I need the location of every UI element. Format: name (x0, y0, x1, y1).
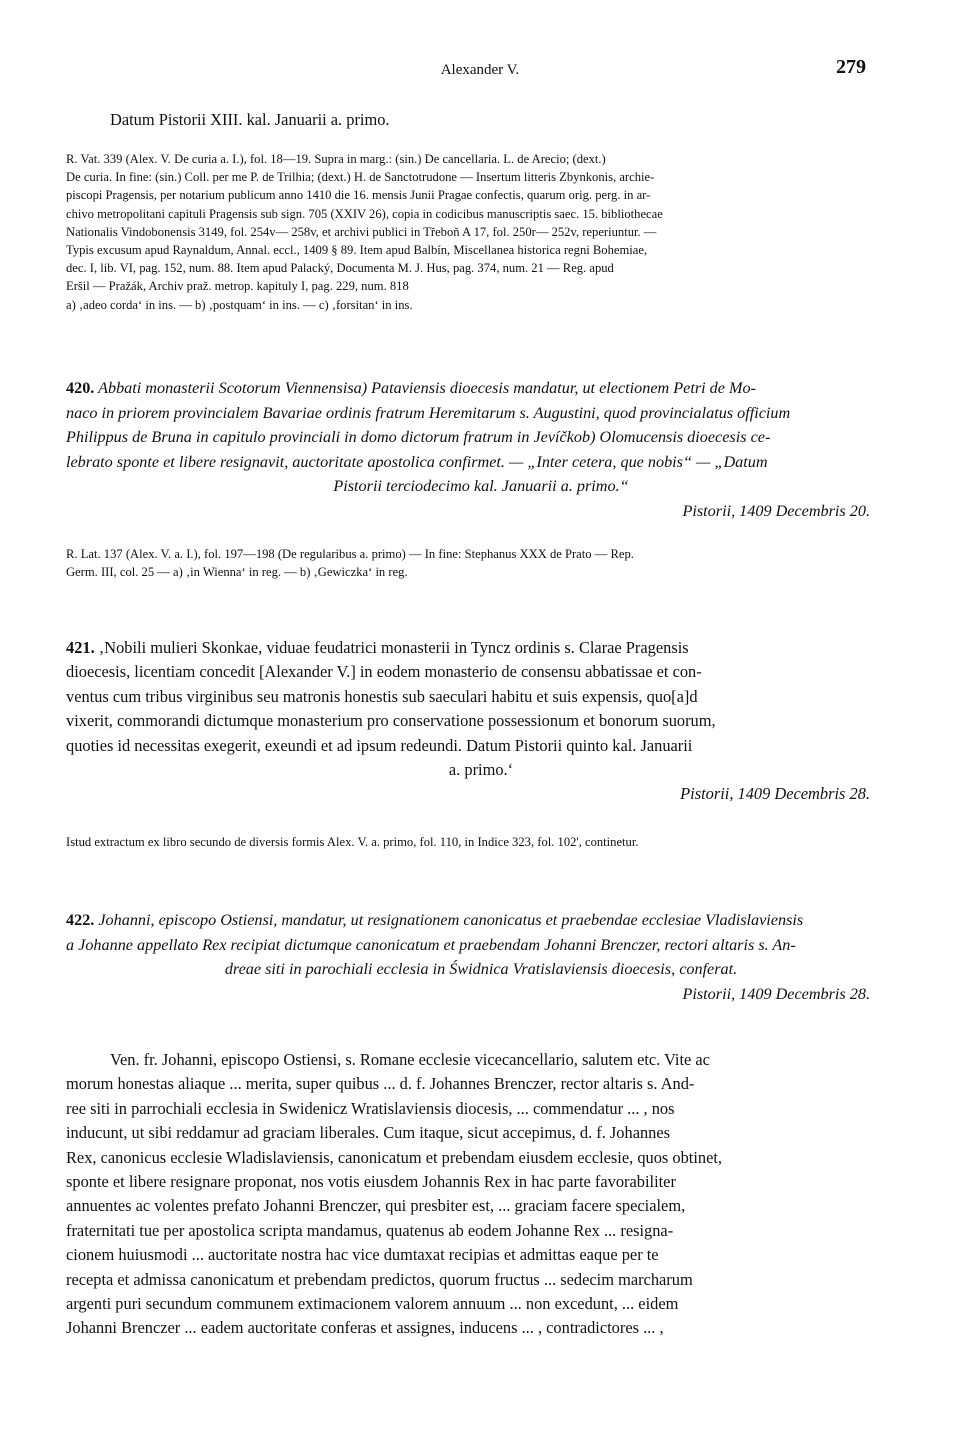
body-line: Rex, canonicus ecclesie Wladislaviensis, canonicatum et prebendam eiusdem ecclesie, quos obtinet, (66, 1147, 723, 1167)
regest-line-centered: Pistorii terciodecimo kal. Januarii a. primo.“ (333, 477, 629, 496)
note-line: R. Vat. 339 (Alex. V. De curia a. I.), fol. 18—19. Supra in marg.: (sin.) De cancellaria. L. de Arecio; (dext.) (66, 152, 606, 166)
text-line: dioecesis, licentiam concedit [Alexander V.] in eodem monasterio de consensu abbatissae et con- (66, 662, 702, 682)
regest-line: a Johanne appellato Rex recipiat dictumque canonicatum et praebendam Johanni Brenczer, rectori altaris s. An- (66, 935, 796, 954)
text-line: ventus cum tribus virginibus seu matronis honestis sub saeculari habitu et suis expensis, quo[a]d (66, 686, 698, 706)
body-line: argenti puri secundum communem extimacionem valorem annuum ... non excedunt, ... eidem (66, 1294, 679, 1314)
note-line: Eršil — Pražák, Archiv praž. metrop. kapituly I, pag. 229, num. 818 (66, 279, 409, 294)
body-line: Ven. fr. Johanni, episcopo Ostiensi, s. Romane ecclesie vicecancellario, salutem etc. Vite ac (110, 1050, 710, 1069)
place-date: Pistorii, 1409 Decembris 28. (680, 784, 870, 804)
note-line: dec. I, lib. VI, pag. 152, num. 88. Item apud Palacký, Documenta M. J. Hus, pag. 374, num. 21 — Reg. apud (66, 261, 614, 276)
entry-420-regest (66, 376, 896, 524)
body-line: annuentes ac volentes prefato Johanni Brenczer, qui presbiter est, ... graciam facere specialem, (66, 1196, 686, 1216)
note-line: De curia. In fine: (sin.) Coll. per me P. de Trilhia; (dext.) H. de Sanctotrudone — Insertum litteris Zbynkonis, archie- (66, 170, 655, 185)
note-line: R. Lat. 137 (Alex. V. a. I.), fol. 197—198 (De regularibus a. primo) — In fine: Stephanus XXX de Prato — Rep. (66, 547, 634, 561)
entry-number: 421. (66, 638, 95, 657)
regest-line: naco in priorem provincialem Bavariae ordinis fratrum Heremitarum s. Augustini, quod provincialatus officium (66, 403, 791, 422)
regest-line: lebrato sponte et libere resignavit, auctoritate apostolica confirmet. — „Inter cetera, que nobis“ — „Datum (66, 452, 768, 471)
text-line: ‚Nobili mulieri Skonkae, viduae feudatrici monasterii in Tyncz ordinis s. Clarae Pragensis (98, 638, 689, 657)
body-line: inducunt, ut sibi reddamur ad graciam liberales. Cum itaque, sicut accepimus, d. f. Johannes (66, 1123, 671, 1143)
entry-421-note: Istud extractum ex libro secundo de diversis formis Alex. V. a. primo, fol. 110, in Indice 323, fol. 102', continetur. (66, 835, 639, 849)
entry-421-text (66, 636, 896, 807)
body-line: fraternitati tue per apostolica scripta mandamus, quatenus ab eodem Johanne Rex ... resigna- (66, 1220, 674, 1240)
datum-line: Datum Pistorii XIII. kal. Januarii a. primo. (110, 110, 390, 129)
entry-number: 422. (66, 911, 95, 929)
note-line: Germ. III, col. 25 — a) ‚in Wienna‘ in reg. — b) ‚Gewiczka‘ in reg. (66, 565, 408, 580)
text-line: quoties id necessitas exegerit, exeundi et ad ipsum redeundi. Datum Pistorii quinto kal. Januarii (66, 735, 693, 755)
regest-line: Johanni, episcopo Ostiensi, mandatur, ut resignationem canonicatus et praebendae ecclesiae Vladislaviensis (98, 911, 804, 929)
running-title: Alexander V. (440, 62, 520, 78)
note-line: piscopi Pragensis, per notarium publicum anno 1410 die 16. mensis Junii Pragae confectis, quarum orig. perg. in ar- (66, 188, 651, 203)
body-line: cionem huiusmodi ... auctoritate nostra hac vice dumtaxat recipias et admittas eaque per te (66, 1245, 659, 1265)
regest-line: Philippus de Bruna in capitulo provinciali in domo dictorum fratrum in Jevíčkob) Olomucensis dioecesis ce- (66, 428, 771, 447)
body-line: Johanni Brenczer ... eadem auctoritate conferas et assignes, inducens ... , contradictores ... , (66, 1318, 664, 1338)
regest-line-centered: dreae siti in parochiali ecclesia in Świdnica Vratislaviensis dioecesis, conferat. (224, 960, 738, 979)
regest-line: Abbati monasterii Scotorum Viennensisa) Pataviensis dioecesis mandatur, ut electionem Petri de Mo- (98, 379, 756, 397)
note-line: chivo metropolitani capituli Pragensis sub sign. 705 (XXIV 26), copia in codicibus manuscriptis saec. 15. bibliothecae (66, 206, 663, 221)
entry-422-body (66, 1048, 896, 1341)
body-line: ree siti in parrochiali ecclesia in Swidenicz Wratislaviensis diocesis, ... commendatur ... , nos (66, 1098, 675, 1118)
note-line: Typis excusum apud Raynaldum, Annal. eccl., 1409 § 89. Item apud Balbín, Miscellanea historica regni Bohemiae, (66, 243, 648, 258)
note-line: Nationalis Vindobonensis 3149, fol. 254v— 258v, et archivi publici in Třeboň A 17, fol. 250r— 252v, reperiuntur. — (66, 224, 657, 239)
page-number: 279 (836, 56, 866, 78)
text-line: vixerit, commorandi dictumque monasterium pro conservatione possessionum et bonorum suorum, (66, 711, 716, 731)
entry-420-note (66, 545, 896, 581)
place-date: Pistorii, 1409 Decembris 28. (682, 984, 870, 1003)
footnote-line: a) ‚adeo corda‘ in ins. — b) ‚postquam‘ in ins. — c) ‚forsitan‘ in ins. (66, 297, 413, 312)
text-line-centered: a. primo.‘ (448, 760, 514, 780)
body-line: recepta et admissa canonicatum et prebendam predictos, quorum fructus ... sedecim marcharum (66, 1269, 693, 1289)
body-line: morum honestas aliaque ... merita, super quibus ... d. f. Johannes Brenczer, rector altaris s. And- (66, 1074, 695, 1094)
apparatus-note-top (66, 150, 896, 314)
body-line: sponte et libere resignare proponat, nos votis eiusdem Johannis Rex in hac parte favorabiliter (66, 1172, 676, 1192)
entry-number: 420. (66, 379, 95, 397)
place-date: Pistorii, 1409 Decembris 20. (682, 501, 870, 520)
entry-422-regest (66, 908, 896, 1006)
